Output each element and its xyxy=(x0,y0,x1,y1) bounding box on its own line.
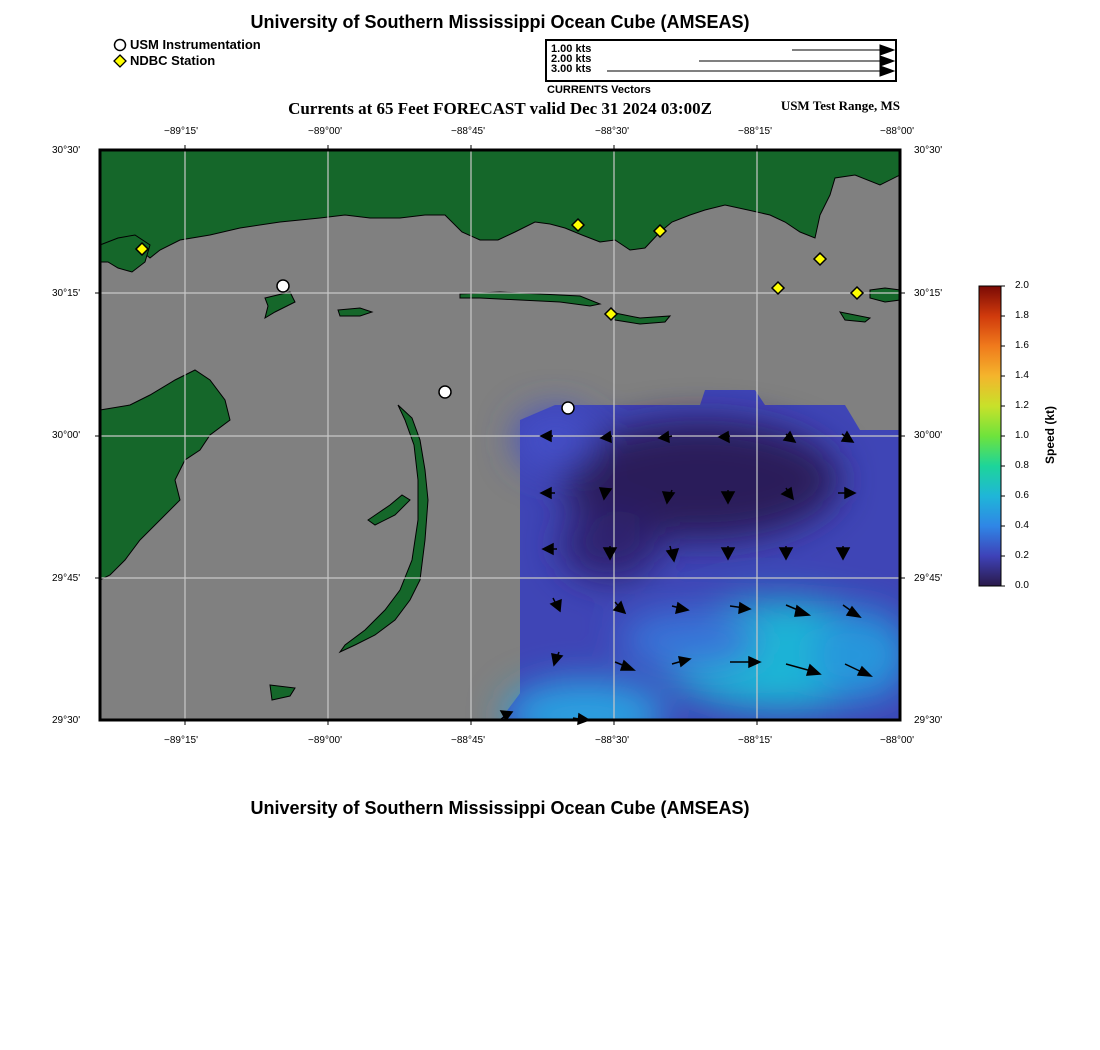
legend-usm-label: USM Instrumentation xyxy=(130,37,261,52)
lon-label-top-2: −89°00' xyxy=(308,126,342,137)
map-subtitle: Currents at 65 Feet FORECAST valid Dec 31 2024 03:00Z xyxy=(288,99,712,118)
map-legend xyxy=(113,37,261,69)
lat-label-right-2: 30°15' xyxy=(914,288,943,299)
vector-key-arrows xyxy=(547,41,895,80)
colorbar-label: Speed (kt) xyxy=(1043,406,1057,465)
legend-ndbc-row xyxy=(113,53,261,69)
region-label: USM Test Range, MS xyxy=(780,98,900,113)
colorbar-tick: 0.6 xyxy=(1015,490,1029,501)
legend-usm-row xyxy=(113,37,261,53)
lat-label-right-4: 29°45' xyxy=(914,573,943,584)
vector-key-label-2: 2.00 kts xyxy=(551,53,592,65)
lat-label-right-5: 29°30' xyxy=(914,715,943,726)
legend-ndbc-label: NDBC Station xyxy=(130,53,216,68)
lon-label-bottom-5: −88°15' xyxy=(738,735,772,746)
colorbar-tick: 0.0 xyxy=(1015,580,1029,591)
colorbar-tick: 0.4 xyxy=(1015,520,1029,531)
lon-label-top-6: −88°00' xyxy=(880,126,914,137)
lat-label-right-3: 30°00' xyxy=(914,430,943,441)
lat-label-left-3: 30°00' xyxy=(52,430,81,441)
vector-key-label-3: 3.00 kts xyxy=(551,63,592,75)
lon-label-top-5: −88°15' xyxy=(738,126,772,137)
footer-title: University of Southern Mississippi Ocean Cube (AMSEAS) xyxy=(250,798,750,818)
usm-instrument-icon xyxy=(113,38,127,52)
lon-label-bottom-6: −88°00' xyxy=(880,735,914,746)
speed-colorbar xyxy=(975,280,1015,592)
ndbc-station-icon xyxy=(113,54,127,68)
lat-label-right-1: 30°30' xyxy=(914,145,943,156)
usm-instrument-marker xyxy=(562,402,574,414)
colorbar-tick: 1.6 xyxy=(1015,340,1029,351)
vector-key-box xyxy=(545,39,897,82)
map-canvas[interactable] xyxy=(95,145,910,727)
colorbar-tick: 1.0 xyxy=(1015,430,1029,441)
lat-label-left-4: 29°45' xyxy=(52,573,81,584)
colorbar-tick: 0.8 xyxy=(1015,460,1029,471)
lon-label-bottom-3: −88°45' xyxy=(451,735,485,746)
colorbar-tick: 1.4 xyxy=(1015,370,1029,381)
page-title: University of Southern Mississippi Ocean Cube (AMSEAS) xyxy=(250,12,750,32)
colorbar-tick: 1.2 xyxy=(1015,400,1029,411)
lon-label-bottom-1: −89°15' xyxy=(164,735,198,746)
usm-instrument-marker xyxy=(439,386,451,398)
lon-label-bottom-4: −88°30' xyxy=(595,735,629,746)
colorbar-tick: 1.8 xyxy=(1015,310,1029,321)
lat-label-left-2: 30°15' xyxy=(52,288,81,299)
lon-label-bottom-2: −89°00' xyxy=(308,735,342,746)
lat-label-left-5: 29°30' xyxy=(52,715,81,726)
usm-instrument-marker xyxy=(277,280,289,292)
colorbar-tick: 0.2 xyxy=(1015,550,1029,561)
lon-label-top-3: −88°45' xyxy=(451,126,485,137)
lon-label-top-4: −88°30' xyxy=(595,126,629,137)
lat-label-left-1: 30°30' xyxy=(52,145,81,156)
colorbar-tick: 2.0 xyxy=(1015,280,1029,291)
lon-label-top-1: −89°15' xyxy=(164,126,198,137)
vector-key-caption: CURRENTS Vectors xyxy=(547,84,651,96)
vector-key-label-1: 1.00 kts xyxy=(551,43,592,55)
